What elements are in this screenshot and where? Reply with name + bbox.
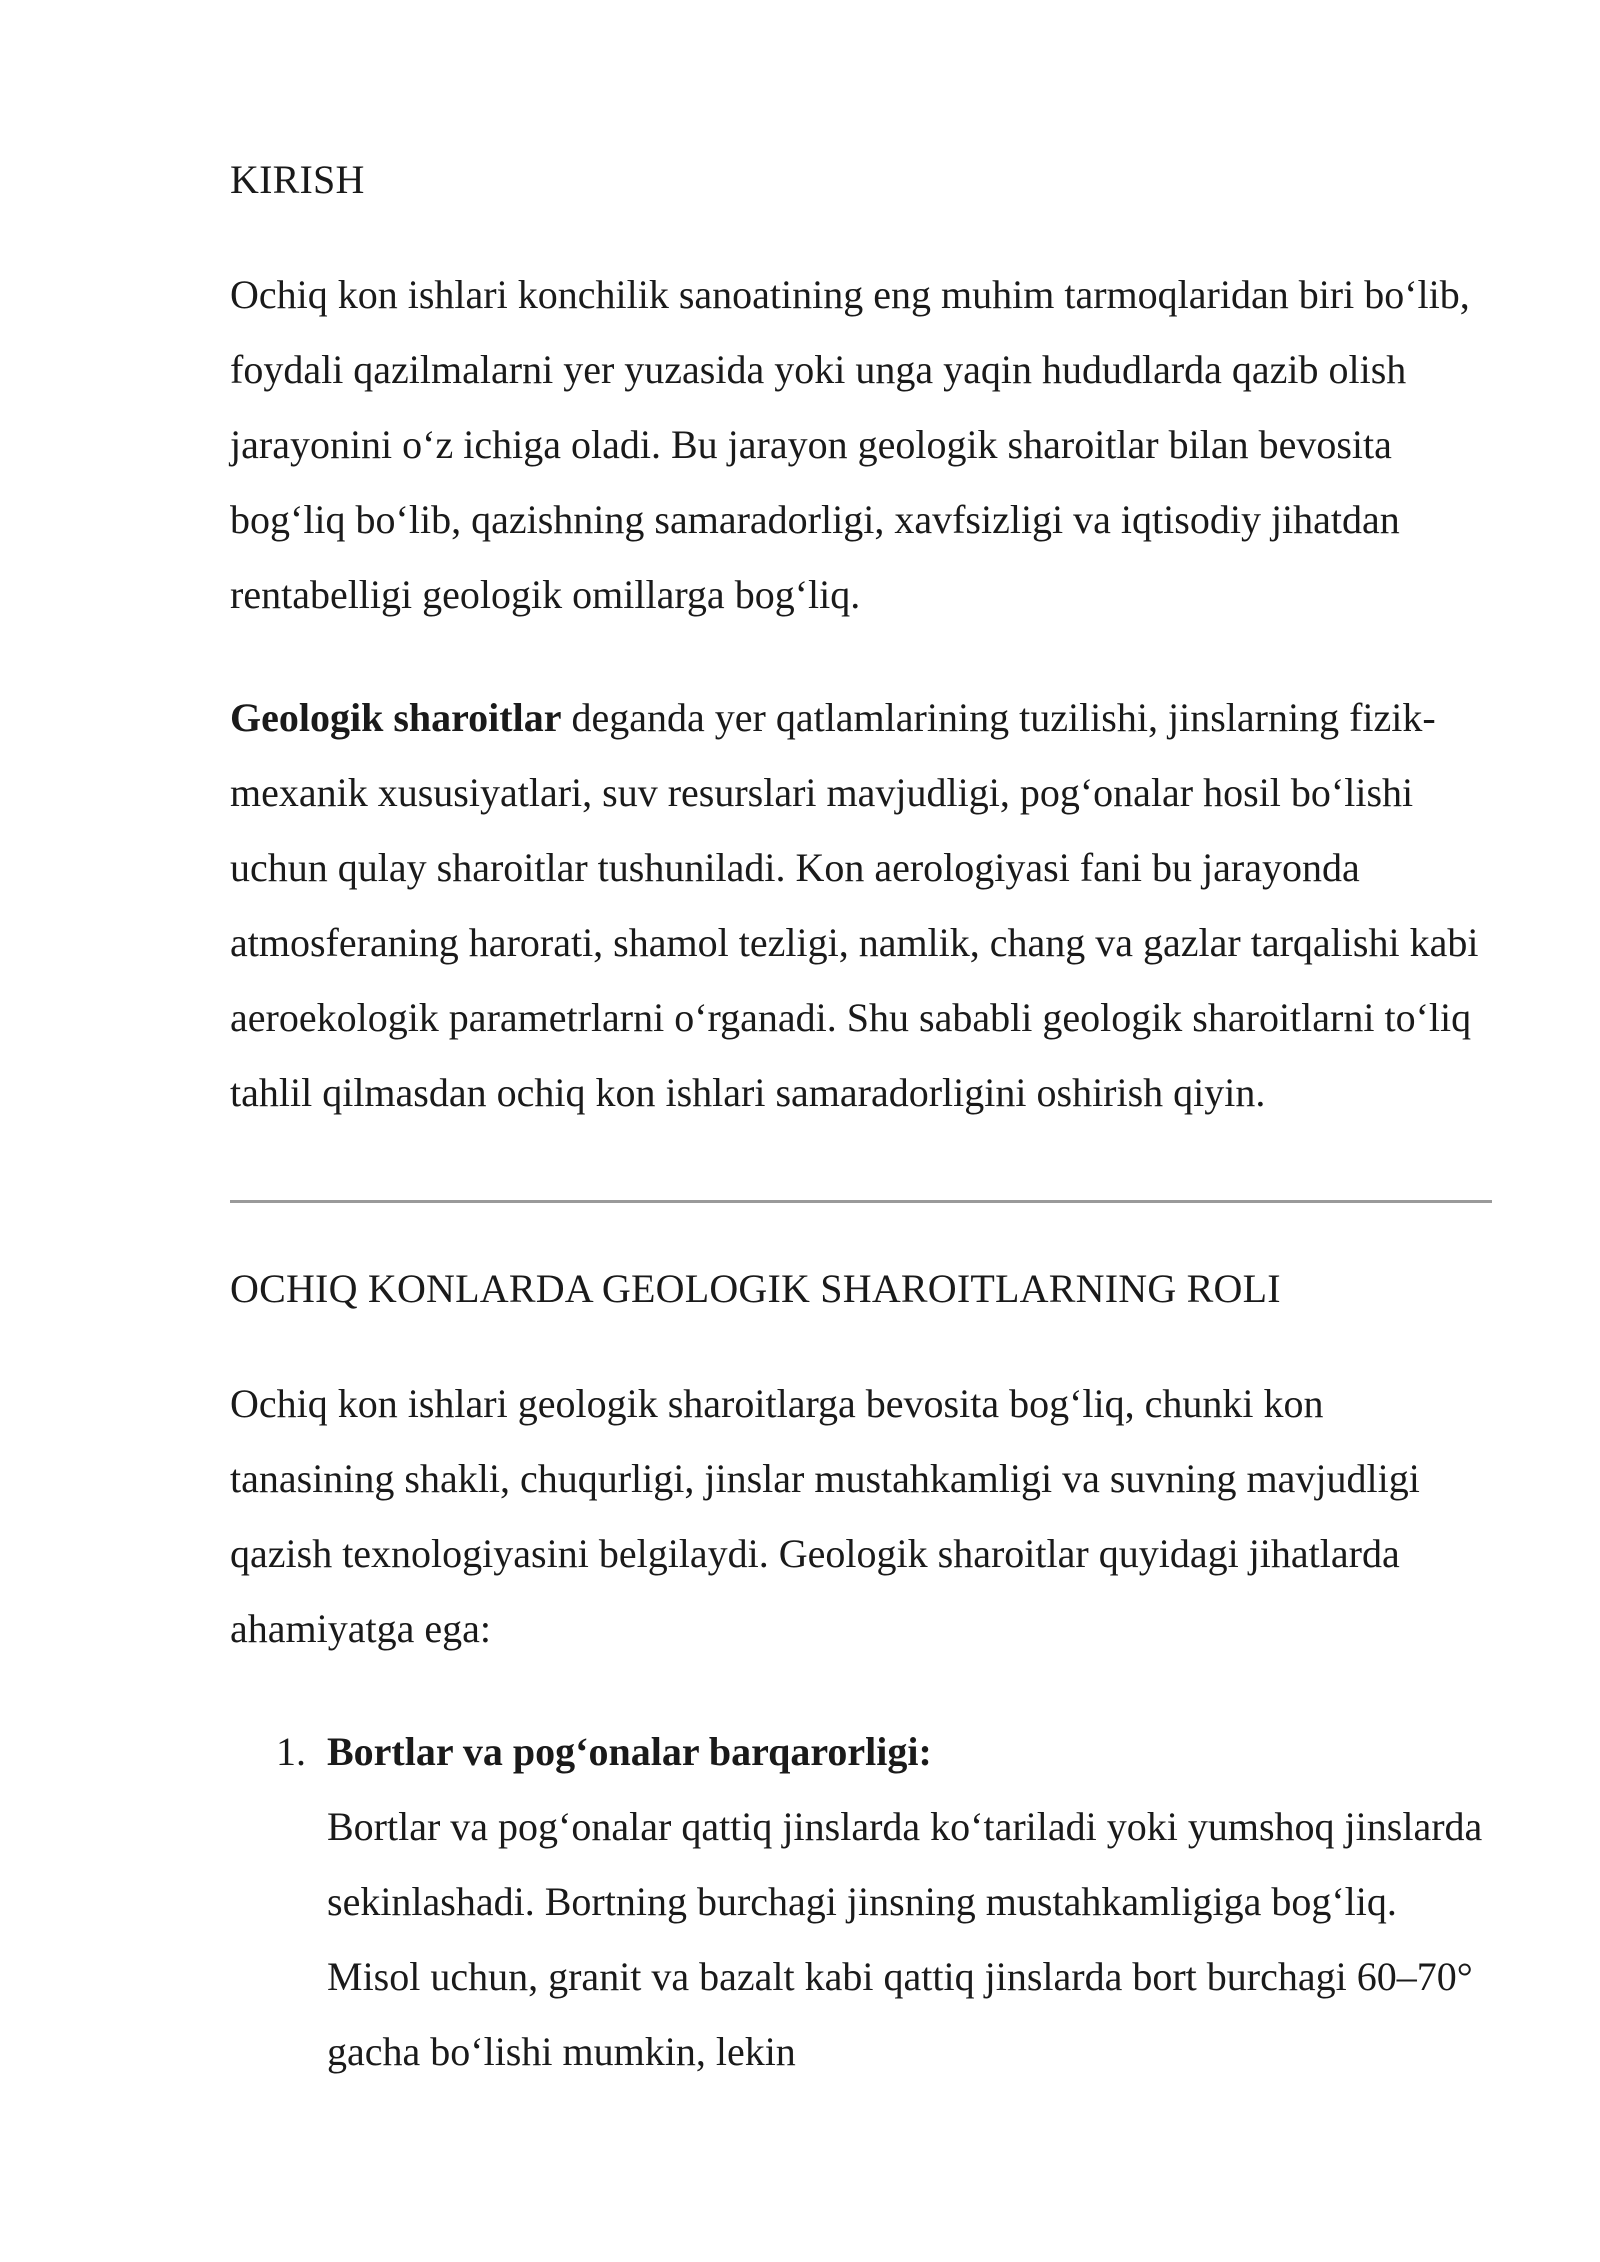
intro-paragraph: Ochiq kon ishlari konchilik sanoatining eng muhim tarmoqlaridan biri bo‘lib, foydali qazilmalarni yer yuzasida yoki unga yaqin hududlarda qazib olish jarayonini o‘z ichiga oladi. Bu jarayon geologik sharoitlar bilan bevosita bog‘liq bo‘lib, qazishning samaradorligi, xavfsizligi va iqtisodiy jihatdan rentabelligi geologik omillarga bog‘liq. [230,272,1470,617]
geologic-conditions-term: Geologik sharoitlar [230,695,562,740]
geologic-conditions-paragraph [230,680,1490,1130]
section-heading-kirish: KIRISH [230,157,365,202]
document-page [230,150,1490,2089]
list-item [230,1714,1490,2089]
factors-list [230,1714,1490,2089]
section-divider [230,1200,1492,1203]
list-item-body: Bortlar va pog‘onalar qattiq jinslarda ko‘tariladi yoki yumshoq jinslarda sekinlashadi. Bortning burchagi jinsning mustahkamligiga bog‘liq. Misol uchun, granit va bazalt kabi qattiq jinslarda bort burchagi 60–70° gacha bo‘lishi mumkin, lekin [327,1804,1483,2074]
list-item-title: Bortlar va pog‘onalar barqarorligi: [327,1729,932,1774]
list-item-number: 1. [276,1729,306,1774]
section-heading-role: OCHIQ KONLARDA GEOLOGIK SHAROITLARNING ROLI [230,1266,1281,1311]
geologic-conditions-text: deganda yer qatlamlarining tuzilishi, jinslarning fizik-mexanik xususiyatlari, suv resurslari mavjudligi, pog‘onalar hosil bo‘lishi uchun qulay sharoitlar tushuniladi. Kon aerologiyasi fani bu jarayonda atmosferaning harorati, shamol tezligi, namlik, chang va gazlar tarqalishi kabi aeroekologik parametrlarni o‘rganadi. Shu sababli geologik sharoitlarni to‘liq tahlil qilmasdan ochiq kon ishlari samaradorligini oshirish qiyin. [230,695,1479,1115]
role-paragraph: Ochiq kon ishlari geologik sharoitlarga bevosita bog‘liq, chunki kon tanasining shakli, chuqurligi, jinslar mustahkamligi va suvning mavjudligi qazish texnologiyasini belgilaydi. Geologik sharoitlar quyidagi jihatlarda ahamiyatga ega: [230,1381,1420,1651]
